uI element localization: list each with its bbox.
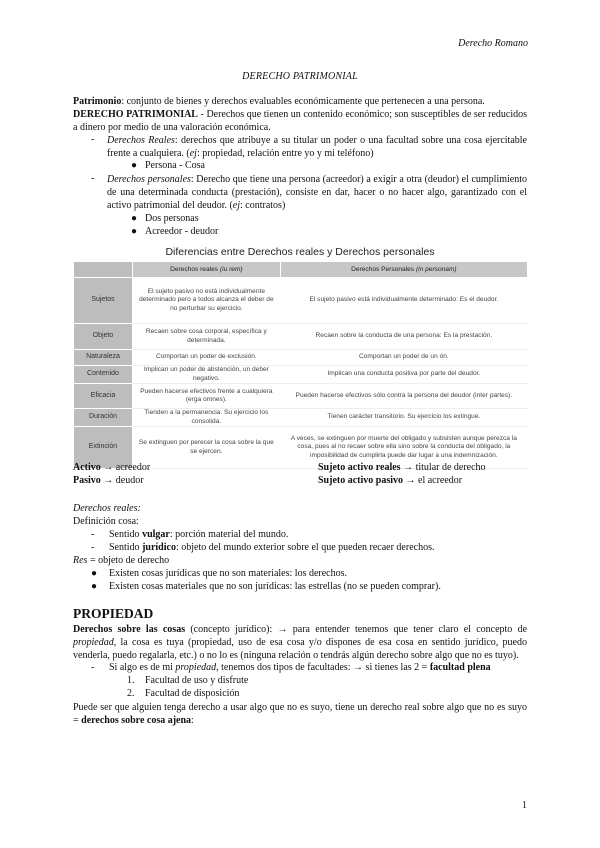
bullet-dot: ● — [131, 213, 138, 224]
derechos-reales-example: : propiedad, relación entre yo y mi teléfono) — [196, 148, 374, 159]
propiedad-heading: PROPIEDAD — [73, 606, 154, 621]
row-header-duracion: Duración — [74, 409, 133, 427]
derechos-personales-term: Derechos personales — [107, 174, 191, 185]
bullet-dot: ● — [91, 568, 98, 579]
derechos-reales-term: Derechos Reales — [107, 135, 175, 146]
running-header: Derecho Romano — [458, 38, 528, 49]
derecho-patrimonial-paragraph — [73, 108, 527, 134]
res-bullet-item: Existen cosas jurídicas que no son materiales: los derechos. — [109, 568, 347, 579]
cosa-ajena-paragraph: Puede ser que alguien tenga derecho a usar algo que no es suyo, tiene un derecho real sobre algo que no es suyo = derechos sobre cosa ajena: — [73, 702, 527, 726]
propiedad-facultades-line: Si algo es de mi propiedad, tenemos dos tipos de facultades: → si tienes las 2 = facultad plena — [109, 662, 491, 673]
dash-marker: - — [91, 134, 95, 145]
row-header-extincion: Extinción — [74, 427, 133, 469]
res-definition: Res = objeto de derecho — [73, 555, 170, 566]
differences-table — [73, 261, 528, 469]
bullet-dot: ● — [91, 581, 98, 592]
derechos-reales-heading: Derechos reales: — [73, 503, 141, 514]
table-cell: Recaen sobre cosa corporal, específica y determinada. — [133, 324, 281, 350]
dash-marker: - — [91, 662, 95, 673]
table-row — [74, 324, 528, 350]
row-header-eficacia: Eficacia — [74, 384, 133, 409]
sentido-juridico-item: Sentido jurídico: objeto del mundo exterior sobre el que pueden recaer derechos. — [109, 542, 435, 553]
dash-marker: - — [91, 173, 95, 184]
derechos-reales-text: : derechos que atribuye a su titular un poder o una facultad sobre una cosa ejercitable frente a cualquiera. ( — [107, 135, 527, 159]
personal-bullet-item: Dos personas — [145, 213, 199, 224]
derechos-reales-definition — [107, 134, 527, 160]
table-cell: Implican un poder de abstención, un deber negativo. — [133, 366, 281, 384]
bullet-dot: ● — [131, 160, 138, 171]
dash-marker: - — [91, 529, 95, 540]
definicion-cosa-label: Definición cosa: — [73, 516, 139, 527]
derecho-patrimonial-term: DERECHO PATRIMONIAL — [73, 109, 198, 120]
activo-line: Activo → acreedor — [73, 462, 151, 473]
table-row — [74, 409, 528, 427]
personal-bullet-item: Acreedor - deudor — [145, 226, 219, 237]
page-title: DERECHO PATRIMONIAL — [242, 71, 358, 82]
propiedad-paragraph: Derechos sobre las cosas (concepto jurídico): → para entender tenemos que tener claro el concepto de propiedad, la cosa es tuya (propiedad, uso de esa cosa y/o dispones de esa cosa en sentido jurídico, puedo venderla, puedo regalarla, etc.) o no lo es (ninguna relación o tendrás algún derecho sobre algo que no es tuyo). — [73, 624, 528, 661]
derecho-patrimonial-text: - Derechos que tienen un contenido económico; son susceptibles de ser reducidos a dinero por medio de una valoración económica. — [73, 109, 527, 133]
list-number: 1. — [127, 675, 135, 686]
patrimonio-paragraph — [73, 95, 527, 108]
table-cell: El sujeto pasivo no está individualmente determinado pero a todos alcanza el deber de no perturbar su ejercicio. — [133, 278, 281, 324]
sujeto-pasivo-line: Sujeto activo pasivo → el acreedor — [318, 475, 463, 486]
sujeto-activo-line: Sujeto activo reales → titular de derecho — [318, 462, 486, 473]
table-cell: Recaen sobre la conducta de una persona: Es la prestación. — [280, 324, 527, 350]
dash-marker: - — [91, 542, 95, 553]
table-cell: Comportan un poder de un ón. — [280, 350, 527, 366]
row-header-contenido: Contenido — [74, 366, 133, 384]
table-row — [74, 350, 528, 366]
persona-cosa-item: Persona - Cosa — [145, 160, 205, 171]
table-cell: Pueden hacerse efectivos sólo contra la persona del deudor (inter partes). — [280, 384, 527, 409]
sentido-vulgar-item: Sentido vulgar: porción material del mundo. — [109, 529, 289, 540]
patrimonio-term: Patrimonio — [73, 96, 122, 107]
patrimonio-text: : conjunto de bienes y derechos evaluables económicamente que pertenecen a una persona. — [121, 96, 485, 107]
table-cell: Pueden hacerse efectivos frente a cualquiera (erga omnes). — [133, 384, 281, 409]
table-row — [74, 384, 528, 409]
page-number: 1 — [522, 800, 527, 811]
table-header-row — [74, 262, 528, 278]
column-header-reales: Derechos reales (iu rem) — [133, 262, 281, 278]
column-header-personales: Derechos Personales (in personam) — [280, 262, 527, 278]
table-cell: El sujeto pasivo está individualmente determinado: Es el deudor. — [280, 278, 527, 324]
ej-label: ej — [232, 200, 241, 211]
table-cell: Se extinguen por perecer la cosa sobre la que se ejercen. — [133, 427, 281, 469]
derechos-personales-definition — [107, 173, 527, 212]
table-cell: Tienden a la permanencia. Su ejercicio los consolida. — [133, 409, 281, 427]
derechos-personales-text: : Derecho que tiene una persona (acreedor) a exigir a otra (deudor) el cumplimiento de una determinada conducta (prestación), consiste en dar, hacer o no hacer algo, garantizado con el activo patrimonial del deudor. ( — [107, 174, 527, 211]
pasivo-line: Pasivo → deudor — [73, 475, 144, 486]
table-cell: A veces, se extinguen por muerte del obligado y subsisten aunque perezca la cosa, pues al no recaer sobre ella sino sobre la conducta del obligado, la imposibilidad de cumplirla puede dar lugar a una indemnización. — [280, 427, 527, 469]
table-cell: Implican una conducta positiva por parte del deudor. — [280, 366, 527, 384]
res-bullet-item: Existen cosas materiales que no son jurídicas: las estrellas (no se pueden comprar). — [109, 581, 441, 592]
table-title: Diferencias entre Derechos reales y Derechos personales — [165, 246, 435, 258]
bullet-dot: ● — [131, 226, 138, 237]
table-corner-cell — [74, 262, 133, 278]
table-row — [74, 366, 528, 384]
facultad-item: Facultad de disposición — [145, 688, 240, 699]
row-header-objeto: Objeto — [74, 324, 133, 350]
row-header-sujetos: Sujetos — [74, 278, 133, 324]
ej-label: ej — [189, 148, 197, 159]
row-header-naturaleza: Naturaleza — [74, 350, 133, 366]
list-number: 2. — [127, 688, 135, 699]
derechos-personales-example: : contratos) — [240, 200, 286, 211]
facultad-item: Facultad de uso y disfrute — [145, 675, 249, 686]
table-row — [74, 278, 528, 324]
table-cell: Comportan un poder de exclusión. — [133, 350, 281, 366]
table-cell: Tienen carácter transitorio. Su ejercicio los extingue. — [280, 409, 527, 427]
